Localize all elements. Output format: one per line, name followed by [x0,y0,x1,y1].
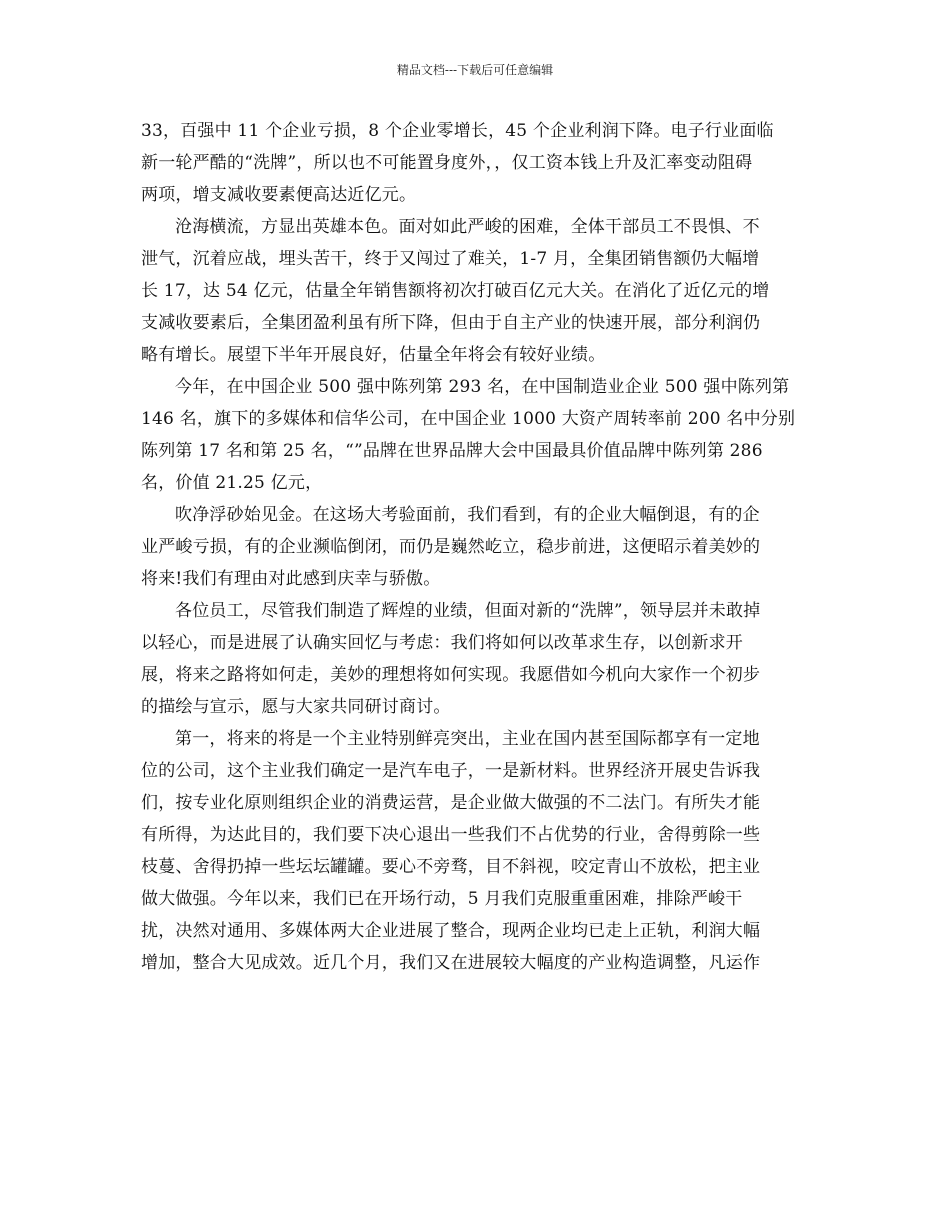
text-line: 位的公司，这个主业我们确定一是汽车电子，一是新材料。世界经济开展史告诉我 [141,761,761,781]
text-line: 第一，将来的将是一个主业特别鲜亮突出，主业在国内甚至国际都享有一定地 [175,729,760,749]
text-line: 名，价值 21.25 亿元， [141,473,323,493]
text-line: 展，将来之路将如何走，美妙的理想将如何实现。我愿借如今机向大家作一个初步 [141,665,761,685]
paragraph [141,723,813,979]
paragraph [141,595,813,723]
text-line: 泄气，沉着应战，埋头苦干，终于又闯过了难关，1-7 月，全集团销售额仍大幅增 [141,249,760,269]
text-line: 增加，整合大见成效。近几个月，我们又在进展较大幅度的产业构造调整，凡运作 [141,953,761,973]
text-line: 33，百强中 11 个企业亏损，8 个企业零增长，45 个企业利润下降。电子行业面临 [141,121,774,141]
text-line: 沧海横流，方显出英雄本色。面对如此严峻的困难，全体干部员工不畏惧、不 [175,217,760,237]
text-line: 146 名，旗下的多媒体和信华公司，在中国企业 1000 大资产周转率前 200 名中分别 [141,409,796,429]
text-line: 扰，决然对通用、多媒体两大企业进展了整合，现两企业均已走上正轨，利润大幅 [141,921,761,941]
text-line: 以轻心，而是进展了认确实回忆与考虑：我们将如何以改革求生存，以创新求开 [141,633,743,653]
document-body [141,115,813,979]
text-line: 略有增长。展望下半年开展良好，估量全年将会有较好业绩。 [141,345,606,365]
text-line: 们，按专业化原则组织企业的消费运营，是企业做大做强的不二法门。有所失才能 [141,793,761,813]
text-line: 两项，增支减收要素便高达近亿元。 [141,185,417,205]
text-line: 今年，在中国企业 500 强中陈列第 293 名，在中国制造业企业 500 强中陈列第 [175,377,790,397]
text-line: 支减收要素后，全集团盈利虽有所下降，但由于自主产业的快速开展，部分利润仍 [141,313,761,333]
text-line: 做大做强。今年以来，我们已在开场行动，5 月我们克服重重困难，排除严峻干 [141,889,743,909]
paragraph [141,371,813,499]
page-header: 精品文档---下载后可任意编辑 [396,63,554,77]
text-line: 长 17，达 54 亿元，估量全年销售额将初次打破百亿元大关。在消化了近亿元的增 [141,281,770,301]
paragraph [141,499,813,595]
text-line: 业严峻亏损，有的企业濒临倒闭，而仍是巍然屹立，稳步前进，这便昭示着美妙的 [141,537,761,557]
text-line: 枝蔓、舍得扔掉一些坛坛罐罐。要心不旁骛，目不斜视，咬定青山不放松，把主业 [141,857,761,877]
text-line: 新一轮严酷的“洗牌”，所以也不可能置身度外，，仅工资本钱上升及汇率变动阻碍 [141,153,753,173]
text-line: 各位员工，尽管我们制造了辉煌的业绩，但面对新的“洗牌”，领导层并未敢掉 [175,601,761,621]
text-line: 的描绘与宣示，愿与大家共同研讨商讨。 [141,697,451,717]
text-line: 陈列第 17 名和第 25 名，“”品牌在世界品牌大会中国最具价值品牌中陈列第 286 [141,441,763,461]
paragraph [141,115,813,211]
text-line: 吹净浮砂始见金。在这场大考验面前，我们看到，有的企业大幅倒退，有的企 [175,505,760,525]
text-line: 有所得，为达此目的，我们要下决心退出一些我们不占优势的行业，舍得剪除一些 [141,825,761,845]
text-line: 将来!我们有理由对此感到庆幸与骄傲。 [141,569,441,589]
paragraph [141,211,813,371]
